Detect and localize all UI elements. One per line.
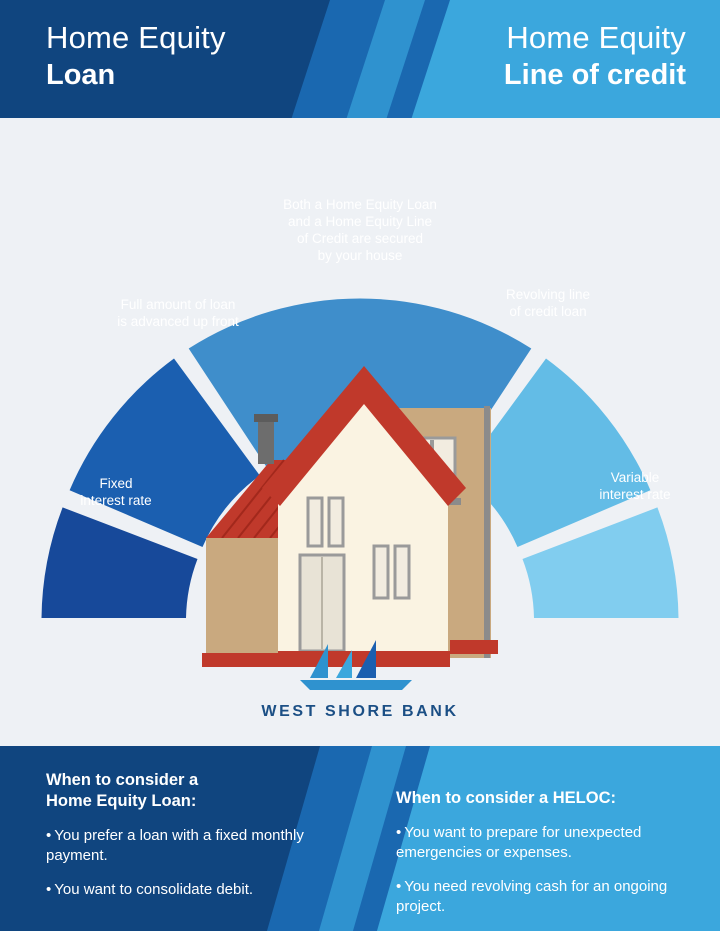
bullet-char: • [396, 878, 402, 895]
sailboat-icon [290, 638, 430, 694]
fan-label-full-amount-advanced: Full amount of loan is advanced up front [117, 297, 239, 329]
footer-right-title-line1: When to consider a HELOC: [396, 789, 617, 807]
house-window-center-left [308, 498, 322, 546]
bullet-char: • [46, 881, 52, 898]
footer-banner [0, 746, 720, 931]
footer-left-bullet-2-text: You want to consolidate debit. [54, 881, 254, 898]
footer-right-bullet-1-text: You want to prepare for unexpected emergencies or expenses. [396, 824, 642, 861]
header-left-title-line1: Home Equity [46, 20, 226, 55]
footer-left-bullet-2 [46, 880, 326, 900]
bullet-char: • [46, 827, 52, 844]
bullet-char: • [396, 824, 402, 841]
fan-label-variable-interest-rate: Variable interest rate [599, 470, 671, 502]
header-banner [0, 0, 720, 118]
footer-left-title-line1: When to consider a [46, 771, 199, 789]
footer-right-bullet-2-text: You need revolving cash for an ongoing project. [396, 878, 668, 915]
brand-logo [0, 638, 720, 721]
footer-left-bullet-1-text: You prefer a loan with a fixed monthly payment. [46, 827, 304, 864]
house-right-edge [484, 406, 490, 658]
fan-label-fixed-interest-rate: Fixed interest rate [80, 476, 152, 508]
brand-name: WEST SHORE BANK [261, 703, 459, 720]
footer-left-title-line2: Home Equity Loan: [46, 792, 197, 810]
fan-label-revolving-line-of-credit: Revolving line of credit loan [505, 287, 591, 319]
footer-left-title [46, 770, 326, 812]
footer-right-bullet-2 [396, 877, 696, 917]
house-chimney-cap [254, 414, 278, 422]
footer-right-column [396, 788, 696, 917]
main-panel [0, 118, 720, 746]
house-window-center-right [329, 498, 343, 546]
fan-label-secured-by-house: Both a Home Equity Loan and a Home Equity Line of Credit are secured by your house [283, 197, 437, 263]
house-window-lower-left [374, 546, 388, 598]
header-left-title [46, 20, 226, 92]
house-window-lower-right [395, 546, 409, 598]
header-right-title [504, 20, 686, 92]
header-right-title-line2: Line of credit [503, 59, 686, 91]
footer-left-bullet-1 [46, 826, 326, 866]
footer-right-bullet-1 [396, 823, 696, 863]
house-chimney [258, 418, 274, 464]
header-right-title-line1: Home Equity [506, 20, 686, 55]
header-left-title-line2: Loan [46, 59, 116, 91]
footer-right-title [396, 788, 696, 809]
footer-left-column [46, 770, 326, 900]
